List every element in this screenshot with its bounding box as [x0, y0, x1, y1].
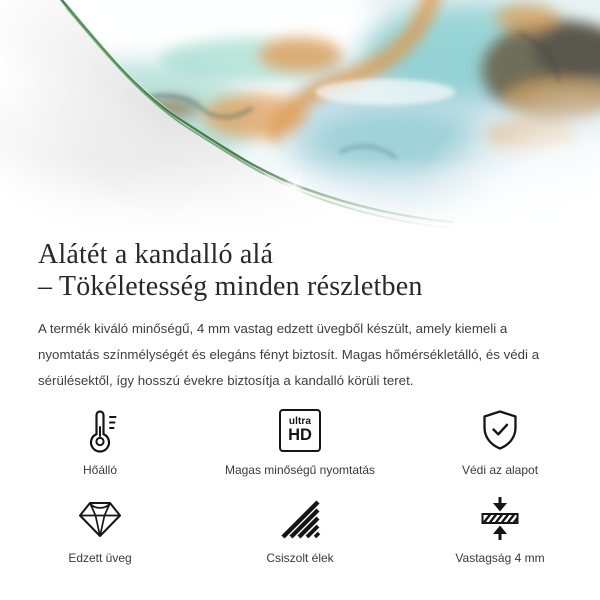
feature-label: Védi az alapot: [461, 463, 539, 477]
ultra-hd-badge-top: ultra: [288, 416, 312, 427]
product-image: [0, 0, 600, 233]
page-title-line1: Alátét a kandalló alá: [38, 239, 274, 270]
page-title-line2: – Tökéletesség minden részletben: [38, 271, 423, 302]
feature-polished-edges: [200, 492, 400, 566]
feature-label: Csiszolt élek: [266, 551, 334, 565]
page-title: [38, 239, 560, 303]
product-description: A termék kiváló minőségű, 4 mm vastag edzett üvegből készült, amely kiemeli a nyomtatás színmélységét és elegáns fényt biztosít. Magas hőmérsékletálló, és védi a sérülésektől, így hosszú évekre biztosítja a kandalló körüli teret.: [38, 321, 540, 388]
feature-thickness: [400, 492, 600, 566]
feature-label: Edzett üveg: [68, 551, 132, 565]
ultra-hd-badge-bottom: HD: [288, 426, 312, 444]
feature-print-quality: [200, 404, 400, 478]
feature-label: Magas minőségű nyomtatás: [224, 463, 376, 477]
diamond-icon: [77, 492, 123, 544]
corner-fade: [380, 55, 600, 233]
feature-protects-base: [400, 404, 600, 478]
feature-label: Hőálló: [82, 463, 118, 477]
thermometer-icon: [78, 404, 122, 456]
ultra-hd-icon: [279, 404, 321, 456]
polished-edges-icon: [276, 492, 324, 544]
thickness-icon: [478, 492, 522, 544]
feature-grid: [0, 404, 600, 566]
feature-label: Vastagság 4 mm: [455, 551, 545, 565]
feature-heat-resistant: [0, 404, 200, 478]
feature-tempered-glass: [0, 492, 200, 566]
glass-mat-illustration: [0, 0, 600, 233]
shield-check-icon: [478, 404, 522, 456]
